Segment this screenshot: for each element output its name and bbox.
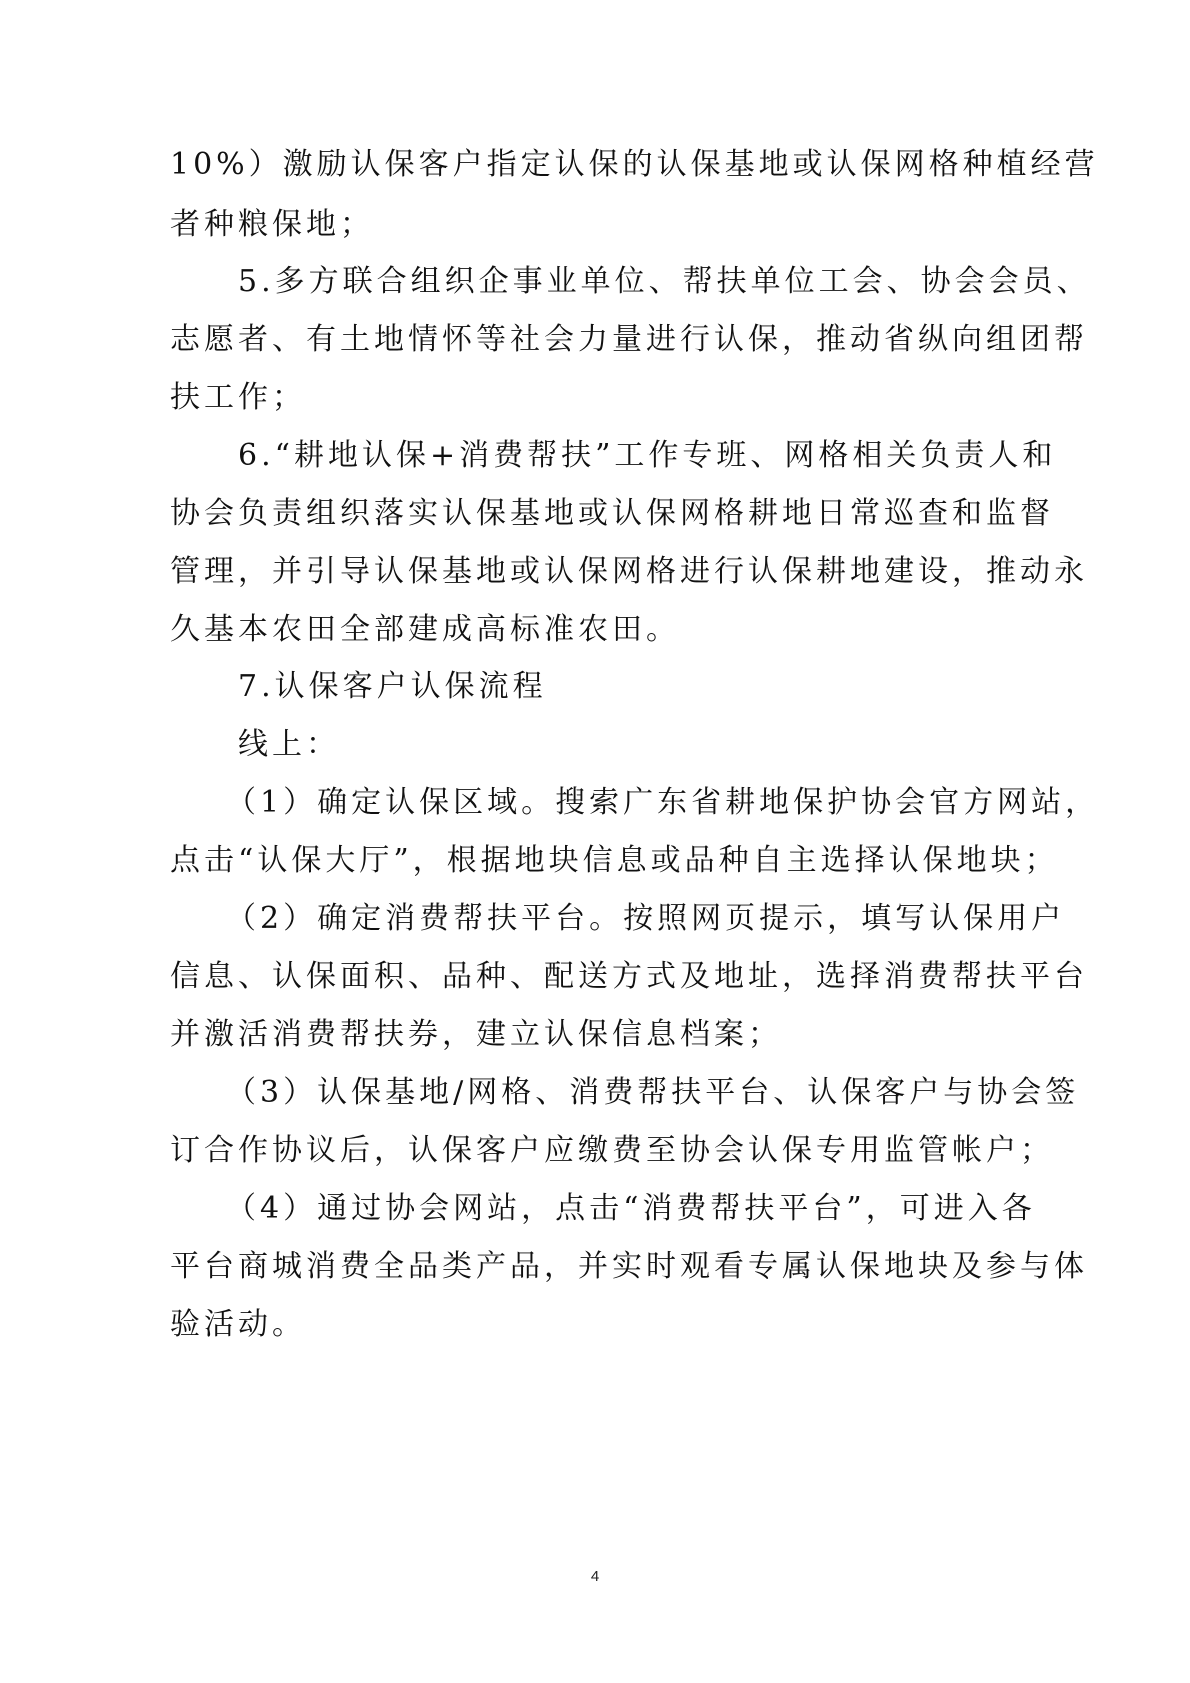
text-line-8: 管理，并引导认保基地或认保网格进行认保耕地建设，推动永 (170, 554, 1088, 589)
text-line-19: （4）通过协会网站，点击“消费帮扶平台”，可进入各 (226, 1191, 1036, 1226)
text-line-18: 订合作协议后，认保客户应缴费至协会认保专用监管帐户； (170, 1133, 1054, 1168)
text-line-4: 志愿者、有土地情怀等社会力量进行认保，推动省纵向组团帮 (170, 322, 1088, 357)
text-line-12: （1）确定认保区域。搜索广东省耕地保护协会官方网站， (226, 785, 1100, 820)
text-line-14: （2）确定消费帮扶平台。按照网页提示，填写认保用户 (226, 901, 1066, 936)
text-line-11: 线上： (238, 727, 340, 762)
text-line-17: （3）认保基地/网格、消费帮扶平台、认保客户与协会签 (226, 1075, 1080, 1110)
text-line-21: 验活动。 (170, 1307, 306, 1342)
text-line-5: 扶工作； (170, 380, 306, 415)
text-line-16: 并激活消费帮扶券，建立认保信息档案； (170, 1017, 782, 1052)
text-line-20: 平台商城消费全品类产品，并实时观看专属认保地块及参与体 (170, 1249, 1088, 1284)
text-line-15: 信息、认保面积、品种、配送方式及地址，选择消费帮扶平台 (170, 959, 1088, 994)
text-line-6: 6.“耕地认保+消费帮扶”工作专班、网格相关负责人和 (238, 438, 1057, 473)
text-line-3: 5.多方联合组织企事业单位、帮扶单位工会、协会会员、 (238, 264, 1091, 299)
text-line-10: 7.认保客户认保流程 (238, 669, 547, 704)
text-line-7: 协会负责组织落实认保基地或认保网格耕地日常巡查和监督 (170, 496, 1054, 531)
page-number: 4 (590, 1568, 600, 1585)
text-line-9: 久基本农田全部建成高标准农田。 (170, 612, 680, 647)
text-line-13: 点击“认保大厅”，根据地块信息或品种自主选择认保地块； (170, 843, 1059, 878)
text-line-2: 者种粮保地； (170, 207, 374, 242)
text-line-1: 10%）激励认保客户指定认保的认保基地或认保网格种植经营 (170, 147, 1099, 182)
